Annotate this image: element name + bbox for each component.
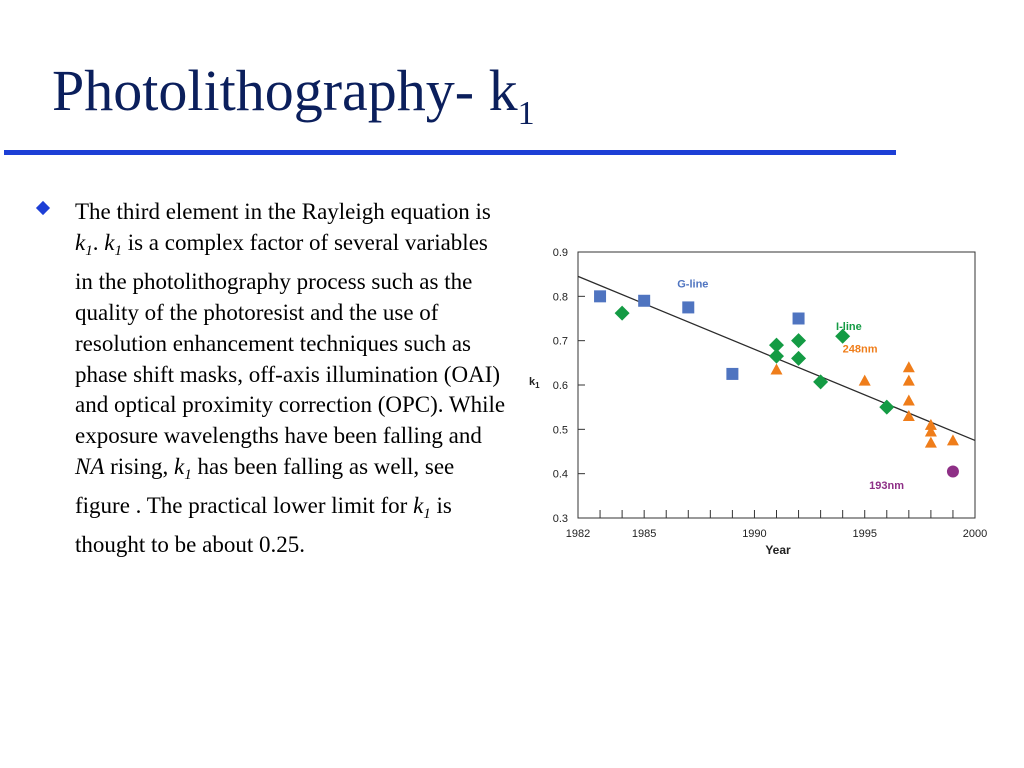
i-line-point	[615, 306, 630, 321]
bullet-text-part: is a complex factor of several variables in the photolithography process such as the quality of the photoresist and the use of resolution enhancement techniques such as phase shift masks, off-axis illumination (OAI) and optical proximity correction (OPC). While exposure wavelengths have been falling and	[75, 229, 506, 449]
k-symbol: k	[104, 229, 115, 255]
y-axis-label	[529, 376, 540, 390]
248nm-point	[925, 437, 937, 448]
x-tick-label: 2000	[962, 528, 988, 540]
g-line-point	[682, 301, 694, 313]
i-line-point	[813, 374, 828, 389]
k-subscript: 1	[114, 242, 122, 259]
x-tick-label: 1995	[852, 528, 877, 540]
g-line-point	[594, 290, 606, 302]
k-symbol: k	[75, 229, 86, 255]
193nm-point	[947, 465, 959, 477]
title-divider	[4, 150, 896, 155]
k-subscript: 1	[184, 467, 192, 484]
y-tick-label: 0.6	[552, 380, 568, 392]
k-symbol: k	[413, 493, 424, 519]
y-tick-label: 0.8	[552, 291, 568, 304]
i-line-point	[791, 351, 806, 366]
248nm-point	[903, 395, 915, 406]
title-subscript: 1	[517, 95, 535, 132]
248nm-point	[903, 361, 915, 372]
x-axis-label: Year	[765, 543, 791, 557]
193nm-series-label: 193nm	[869, 480, 904, 493]
i-line-point	[791, 333, 806, 348]
248nm-point	[859, 375, 871, 386]
i-line-point	[769, 349, 784, 364]
slide-title	[52, 58, 535, 132]
x-tick-label: 1990	[742, 528, 767, 540]
k-symbol: k	[174, 454, 185, 480]
k1-scatter-chart	[520, 236, 1000, 566]
k-subscript: 1	[423, 506, 431, 523]
bullet-text-part: .	[92, 229, 105, 255]
x-tick-label: 1982	[565, 528, 591, 540]
g-line-point	[638, 295, 650, 307]
g-line-series-label: G-line	[677, 278, 709, 291]
g-line-point	[726, 368, 738, 380]
y-tick-label: 0.7	[552, 335, 568, 348]
title-main: Photolithography- k	[52, 58, 518, 123]
y-axis-label-sub: 1	[535, 381, 540, 390]
248nm-point	[771, 363, 783, 374]
na-symbol: NA	[75, 454, 105, 480]
bullet-text-part: has been falling as well, see figure . The practical lower limit for	[75, 454, 455, 519]
y-tick-label: 0.3	[552, 513, 568, 525]
y-tick-label: 0.9	[552, 247, 568, 259]
y-tick-label: 0.4	[552, 468, 568, 481]
bullet-text-part: is thought to be about 0.25.	[75, 493, 452, 558]
plot-frame	[578, 252, 975, 518]
diamond-bullet-icon	[36, 201, 50, 215]
248nm-point	[903, 375, 915, 386]
248nm-point	[947, 434, 959, 445]
bullet-text	[75, 197, 507, 561]
bullet-text-part: rising,	[104, 454, 175, 480]
g-line-point	[793, 313, 805, 325]
bullet-text-part: The third element in the Rayleigh equation is	[75, 199, 491, 224]
i-line-series-label: I-line	[836, 321, 862, 334]
248nm-series-label: 248nm	[842, 343, 878, 356]
y-axis-label-k: k	[529, 376, 536, 388]
k-subscript: 1	[85, 242, 93, 259]
x-tick-label: 1985	[631, 528, 657, 540]
y-tick-label: 0.5	[552, 424, 568, 437]
